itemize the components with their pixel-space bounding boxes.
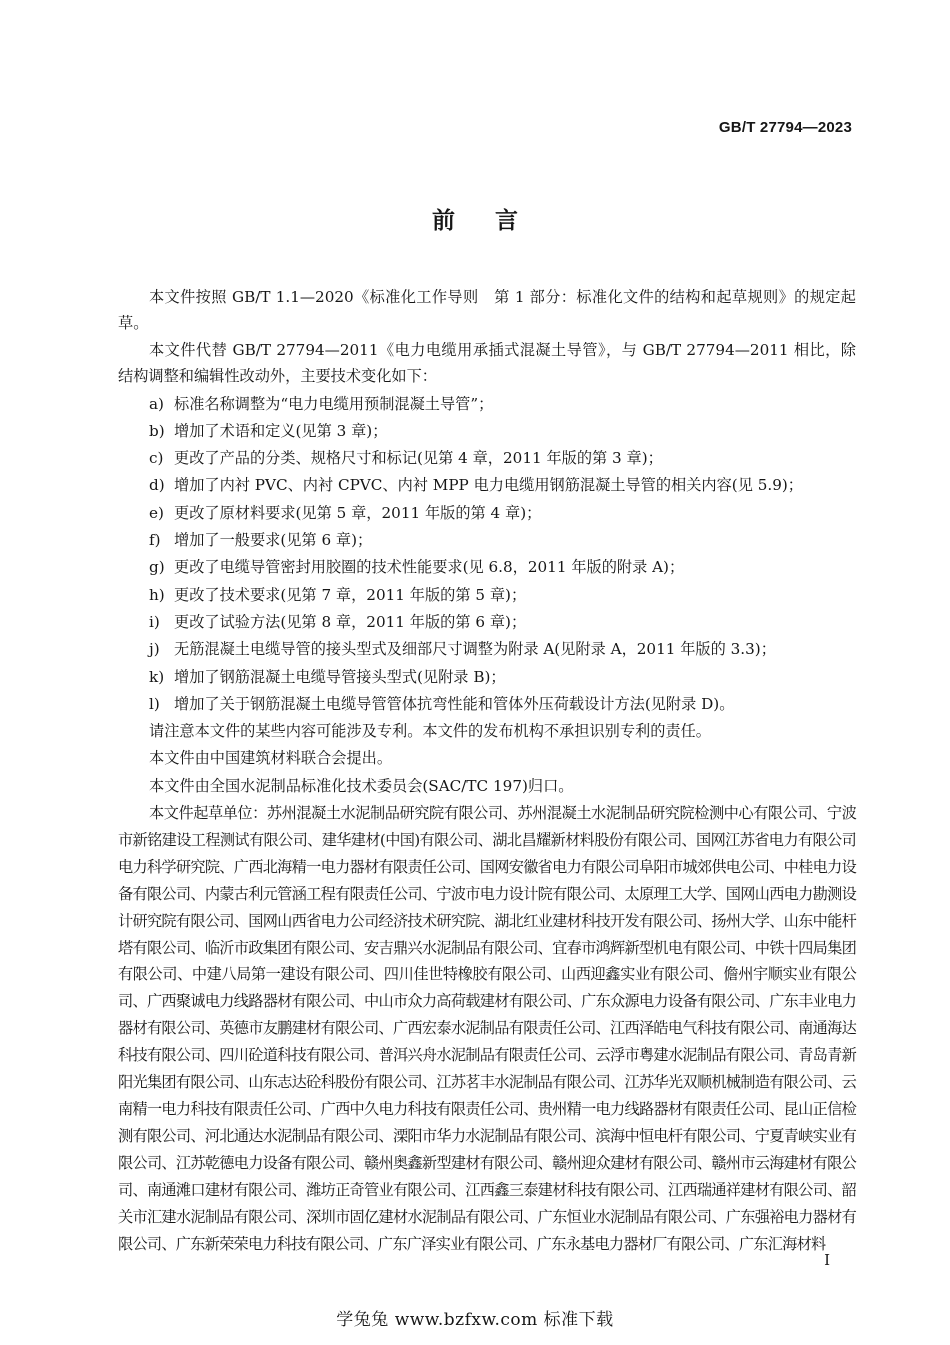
list-marker: g) (149, 558, 165, 577)
foreword-body (118, 284, 856, 1259)
standard-code: GB/T 27794—2023 (718, 119, 852, 136)
page-number: I (824, 1251, 830, 1269)
list-marker: i) (149, 612, 160, 631)
list-marker: a) (149, 394, 164, 413)
list-item-text: 标准名称调整为“电力电缆用预制混凝土导管”； (174, 394, 494, 413)
list-item (118, 527, 856, 553)
list-item (118, 391, 856, 417)
list-item (118, 664, 856, 690)
list-marker: e) (149, 503, 164, 522)
list-item (118, 500, 856, 526)
paragraph-drafting-rules: 本文件按照 GB/T 1.1—2020《标准化工作导则 第 1 部分：标准化文件的结构和起草规则》的规定起草。 (118, 288, 856, 332)
list-marker: h) (149, 585, 165, 604)
list-item-text: 更改了技术要求(见第 7 章，2011 年版的第 5 章)； (174, 585, 527, 604)
list-marker: k) (149, 667, 165, 686)
list-item-text: 增加了钢筋混凝土电缆导管接头型式(见附录 B)； (174, 667, 506, 686)
paragraph-proposed-by: 本文件由中国建筑材料联合会提出。 (149, 749, 392, 768)
list-item (118, 636, 856, 662)
list-item (118, 554, 856, 580)
list-marker: d) (149, 476, 165, 495)
list-marker: j) (149, 640, 160, 659)
paragraph-centralized-by: 本文件由全国水泥制品标准化技术委员会(SAC/TC 197)归口。 (149, 776, 574, 795)
list-item (118, 472, 856, 498)
list-item-text: 更改了原材料要求(见第 5 章，2011 年版的第 4 章)； (174, 503, 542, 522)
list-marker: c) (149, 449, 164, 468)
list-item (118, 691, 856, 717)
list-item (118, 418, 856, 444)
list-item-text: 增加了内衬 PVC、内衬 CPVC、内衬 MPP 电力电缆用钢筋混凝土导管的相关内容(见 5.9)； (174, 476, 803, 495)
list-item-text: 增加了关于钢筋混凝土电缆导管管体抗弯性能和管体外压荷载设计方法(见附录 D)。 (174, 694, 735, 713)
list-marker: l) (149, 694, 160, 713)
page-title: 前言 (432, 208, 558, 234)
footer-watermark: 学兔兔 www.bzfxw.com 标准下载 (336, 1310, 614, 1330)
changes-list (118, 391, 856, 717)
list-item-text: 更改了试验方法(见第 8 章，2011 年版的第 6 章)； (174, 612, 527, 631)
paragraph-replacement: 本文件代替 GB/T 27794—2011《电力电缆用承插式混凝土导管》，与 GB/T 27794—2011 相比，除结构调整和编辑性改动外，主要技术变化如下： (118, 341, 856, 386)
list-item-text: 更改了产品的分类、规格尺寸和标记(见第 4 章，2011 年版的第 3 章)； (174, 449, 663, 468)
list-item (118, 582, 856, 608)
list-item (118, 609, 856, 635)
list-item-text: 无筋混凝土电缆导管的接头型式及细部尺寸调整为附录 A(见附录 A，2011 年版的 3.3)； (174, 640, 776, 659)
list-marker: f) (149, 531, 161, 550)
list-item-text: 增加了术语和定义(见第 3 章)； (174, 421, 388, 440)
paragraph-patent-notice: 请注意本文件的某些内容可能涉及专利。本文件的发布机构不承担识别专利的责任。 (149, 722, 711, 741)
list-item-text: 更改了电缆导管密封用胶圈的技术性能要求(见 6.8，2011 年版的附录 A)； (174, 558, 685, 577)
list-item-text: 增加了一般要求(见第 6 章)； (174, 531, 373, 550)
paragraph-drafting-units: 本文件起草单位：苏州混凝土水泥制品研究院有限公司、苏州混凝土水泥制品研究院检测中心有限公司、宁波市新铭建设工程测试有限公司、建华建材(中国)有限公司、湖北昌耀新材料股份有限公司、国网江苏省电力有限公司电力科学研究院、广西北海精一电力器材有限责任公司、国网安徽省电力有限公司阜阳市城郊供电公司、中桂电力设备有限公司、内蒙古利元管涵工程有限责任公司、宁波市电力设计院有限公司、太原理工大学、国网山西电力勘测设计研究院有限公司、国网山西省电力公司经济技术研究院、湖北红业建材科技开发有限公司、扬州大学、山东中能杆塔有限公司、临沂市政集团有限公司、安吉鼎兴水泥制品有限公司、宜春市鸿辉新型机电有限公司、中铁十四局集团有限公司、中建八局第一建设有限公司、四川佳世特橡胶有限公司、山西迎鑫实业有限公司、儋州宇顺实业有限公司、广西聚诚电力线路器材有限公司、中山市众力高荷载建材有限公司、广东众源电力设备有限公司、广东丰业电力器材有限公司、英德市友鹏建材有限公司、广西宏泰水泥制品有限责任公司、江西泽皓电气科技有限公司、南通海达科技有限公司、四川砼道科技有限公司、普洱兴舟水泥制品有限责任公司、云浮市粤建水泥制品有限公司、青岛青新阳光集团有限公司、山东志达砼科股份有限公司、江苏茗丰水泥制品有限公司、江苏华光双顺机械制造有限公司、云南精一电力科技有限责任公司、广西中久电力科技有限责任公司、贵州精一电力线路器材有限责任公司、昆山正信检测有限公司、河北通达水泥制品有限公司、溧阳市华力水泥制品有限公司、滨海中恒电杆有限公司、宁夏青峡实业有限公司、江苏乾德电力设备有限公司、赣州奥鑫新型建材有限公司、赣州迎众建材有限公司、赣州市云海建材有限公司、南通滩口建材有限公司、潍坊正奇管业有限公司、江西鑫三泰建材科技有限公司、江西瑞通祥建材有限公司、韶关市汇建水泥制品有限公司、深圳市固亿建材水泥制品有限公司、广东恒业水泥制品有限公司、广东强裕电力器材有限公司、广东新荣荣电力科技有限公司、广东广泽实业有限公司、广东永基电力器材厂有限公司、广东汇海材料 (118, 804, 856, 1253)
list-marker: b) (149, 421, 165, 440)
list-item (118, 445, 856, 471)
